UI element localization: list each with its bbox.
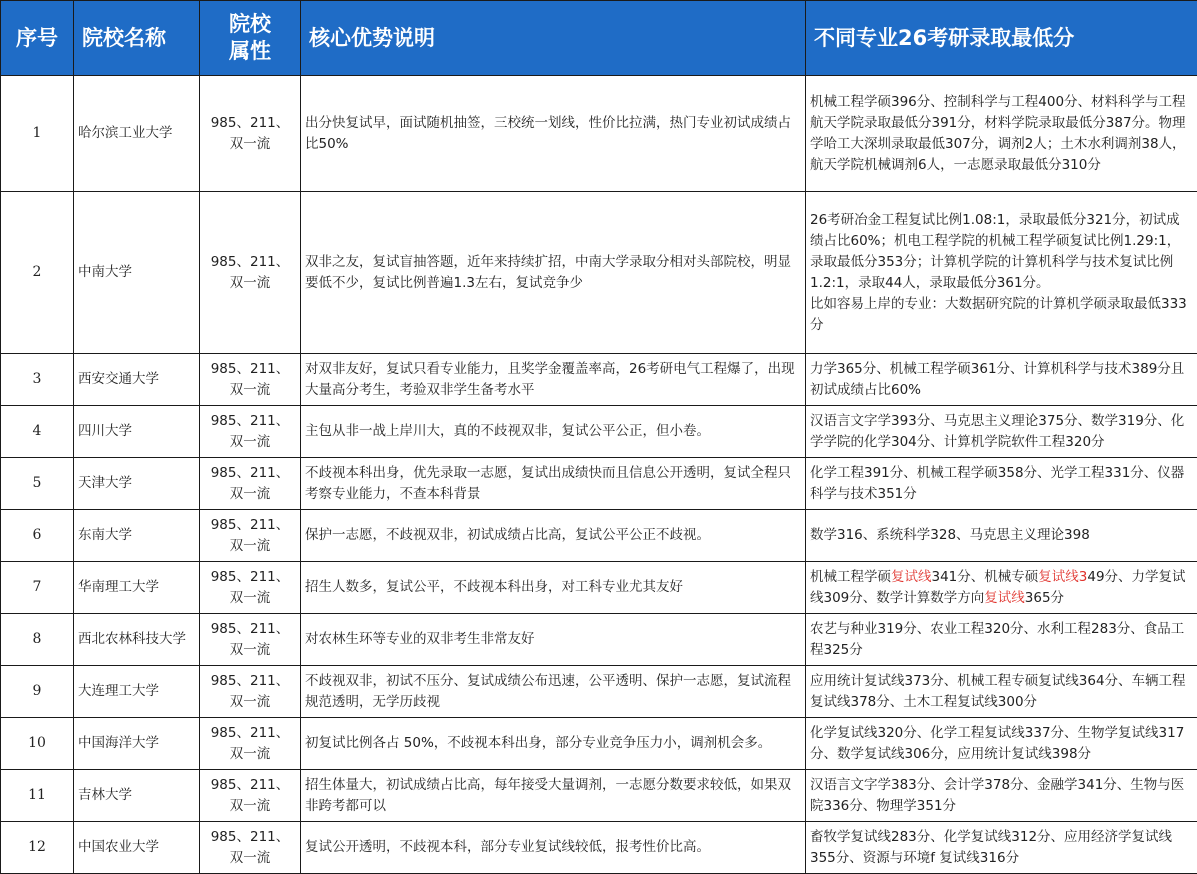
row-advantage: 不歧视本科出身，优先录取一志愿，复试出成绩快而且信息公开透明，复试全程只考察专业能力，不查本科背景 xyxy=(301,458,806,510)
header-attr-line1: 院校 xyxy=(202,11,298,38)
table-row xyxy=(1,718,1197,770)
row-num: 7 xyxy=(1,562,74,614)
row-num: 12 xyxy=(1,822,74,874)
row-school-name: 吉林大学 xyxy=(74,770,200,822)
row-score xyxy=(806,614,1197,666)
row-advantage: 对双非友好，复试只看专业能力，且奖学金覆盖率高，26考研电气工程爆了，出现大量高分考生，考验双非学生备考水平 xyxy=(301,354,806,406)
row-attr-line1: 985、211、 xyxy=(204,411,296,432)
row-school-name: 华南理工大学 xyxy=(74,562,200,614)
header-num: 序号 xyxy=(1,1,74,76)
row-attr-line1: 985、211、 xyxy=(204,723,296,744)
table-row xyxy=(1,458,1197,510)
row-attr-line1: 985、211、 xyxy=(204,252,296,273)
row-attr-line1: 985、211、 xyxy=(204,619,296,640)
row-score xyxy=(806,458,1197,510)
row-advantage: 不歧视双非，初试不压分、复试成绩公布迅速，公平透明、保护一志愿，复试流程规范透明，无学历歧视 xyxy=(301,666,806,718)
row-score xyxy=(806,354,1197,406)
score-highlight: 复试线 xyxy=(984,590,1025,606)
score-text: 农艺与种业319分、农业工程320分、水利工程283分、食品工程325分 xyxy=(810,621,1184,658)
row-attr-line2: 双一流 xyxy=(204,134,296,155)
row-school-attr xyxy=(200,562,301,614)
score-text: 应用统计复试线373分、机械工程专硕复试线364分、车辆工程复试线378分、土木工程复试线300分 xyxy=(810,673,1186,710)
row-attr-line2: 双一流 xyxy=(204,432,296,453)
row-school-attr xyxy=(200,354,301,406)
score-text: 化学工程391分、机械工程学硕358分、光学工程331分、仪器科学与技术351分 xyxy=(810,465,1184,502)
score-text: 365分 xyxy=(1025,590,1064,606)
row-school-name: 中南大学 xyxy=(74,192,200,354)
table-row xyxy=(1,192,1197,354)
row-advantage: 主包从非一战上岸川大，真的不歧视双非，复试公平公正，但小卷。 xyxy=(301,406,806,458)
row-score xyxy=(806,76,1197,192)
row-attr-line2: 双一流 xyxy=(204,848,296,869)
row-attr-line2: 双一流 xyxy=(204,588,296,609)
table-row xyxy=(1,614,1197,666)
row-score xyxy=(806,192,1197,354)
score-text: 数学316、系统科学328、马克思主义理论398 xyxy=(810,527,1090,543)
row-advantage: 对农林生环等专业的双非考生非常友好 xyxy=(301,614,806,666)
row-num: 9 xyxy=(1,666,74,718)
row-school-attr xyxy=(200,406,301,458)
row-score xyxy=(806,822,1197,874)
header-attr-line2: 属性 xyxy=(202,38,298,65)
row-num: 1 xyxy=(1,76,74,192)
row-attr-line2: 双一流 xyxy=(204,692,296,713)
row-score xyxy=(806,406,1197,458)
header-attr xyxy=(200,1,301,76)
row-score xyxy=(806,562,1197,614)
row-attr-line1: 985、211、 xyxy=(204,827,296,848)
row-num: 4 xyxy=(1,406,74,458)
table-row xyxy=(1,666,1197,718)
row-attr-line2: 双一流 xyxy=(204,640,296,661)
row-school-attr xyxy=(200,192,301,354)
row-advantage: 招生体量大，初试成绩占比高，每年接受大量调剂，一志愿分数要求较低，如果双非跨考都可以 xyxy=(301,770,806,822)
row-school-name: 中国海洋大学 xyxy=(74,718,200,770)
row-attr-line1: 985、211、 xyxy=(204,671,296,692)
row-num: 6 xyxy=(1,510,74,562)
row-school-attr xyxy=(200,770,301,822)
row-num: 10 xyxy=(1,718,74,770)
row-attr-line2: 双一流 xyxy=(204,744,296,765)
row-score xyxy=(806,718,1197,770)
row-school-name: 东南大学 xyxy=(74,510,200,562)
score-highlight: 复试线3 xyxy=(1038,569,1087,585)
score-text: 力学365分、机械工程学硕361分、计算机科学与技术389分且初试成绩占比60% xyxy=(810,361,1184,398)
row-advantage: 保护一志愿，不歧视双非，初试成绩占比高，复试公平公正不歧视。 xyxy=(301,510,806,562)
header-score: 不同专业26考研录取最低分 xyxy=(806,1,1197,76)
score-text: 汉语言文字学393分、马克思主义理论375分、数学319分、化学学院的化学304分、计算机学院软件工程320分 xyxy=(810,413,1184,450)
row-school-name: 天津大学 xyxy=(74,458,200,510)
row-score xyxy=(806,510,1197,562)
row-attr-line1: 985、211、 xyxy=(204,515,296,536)
header-name: 院校名称 xyxy=(74,1,200,76)
row-num: 11 xyxy=(1,770,74,822)
row-school-attr xyxy=(200,666,301,718)
score-text: 49分、力学复试线309分、数学计算数学方向 xyxy=(810,569,1186,606)
table-header-row xyxy=(1,1,1197,76)
row-school-attr xyxy=(200,458,301,510)
score-text: 341分、机械专硕 xyxy=(932,569,1039,585)
score-text: 机械工程学硕396分、控制科学与工程400分、材料科学与工程航天学院录取最低分391分，材料学院录取最低分387分。物理学哈工大深圳录取最低307分，调剂2人；土木水利调剂38人，航天学院机械调剂6人，一志愿录取最低分310分 xyxy=(810,94,1186,173)
row-school-attr xyxy=(200,510,301,562)
row-attr-line1: 985、211、 xyxy=(204,463,296,484)
row-score xyxy=(806,770,1197,822)
row-school-attr xyxy=(200,76,301,192)
row-school-name: 西安交通大学 xyxy=(74,354,200,406)
table-row xyxy=(1,406,1197,458)
row-attr-line1: 985、211、 xyxy=(204,359,296,380)
row-num: 8 xyxy=(1,614,74,666)
row-school-attr xyxy=(200,718,301,770)
row-advantage: 初复试比例各占 50%，不歧视本科出身，部分专业竞争压力小，调剂机会多。 xyxy=(301,718,806,770)
row-school-name: 西北农林科技大学 xyxy=(74,614,200,666)
row-num: 5 xyxy=(1,458,74,510)
table-row xyxy=(1,562,1197,614)
row-school-attr xyxy=(200,614,301,666)
row-attr-line2: 双一流 xyxy=(204,273,296,294)
row-attr-line2: 双一流 xyxy=(204,796,296,817)
row-attr-line1: 985、211、 xyxy=(204,775,296,796)
row-advantage: 出分快复试早，面试随机抽签，三校统一划线，性价比拉满，热门专业初试成绩占比50% xyxy=(301,76,806,192)
score-highlight: 复试线 xyxy=(891,569,932,585)
row-attr-line2: 双一流 xyxy=(204,380,296,401)
row-school-name: 大连理工大学 xyxy=(74,666,200,718)
table-row xyxy=(1,354,1197,406)
row-school-name: 哈尔滨工业大学 xyxy=(74,76,200,192)
header-advantage: 核心优势说明 xyxy=(301,1,806,76)
table-row xyxy=(1,76,1197,192)
row-attr-line1: 985、211、 xyxy=(204,567,296,588)
score-text: 26考研冶金工程复试比例1.08:1，录取最低分321分，初试成绩占比60%；机电工程学院的机械工程学硕复试比例1.29:1，录取最低分353分；计算机学院的计算机科学与技术复试比例1.2:1，录取44人，录取最低分361分。 xyxy=(810,212,1180,291)
table-body xyxy=(1,76,1197,874)
score-text: 化学复试线320分、化学工程复试线337分、生物学复试线317分、数学复试线306分，应用统计复试线398分 xyxy=(810,725,1184,762)
score-text: 汉语言文字学383分、会计学378分、金融学341分、生物与医院336分、物理学351分 xyxy=(810,777,1184,814)
score-text: 畜牧学复试线283分、化学复试线312分、应用经济学复试线355分、资源与环境f 复试线316分 xyxy=(810,829,1172,866)
row-attr-line1: 985、211、 xyxy=(204,113,296,134)
row-advantage: 双非之友，复试盲抽答题，近年来持续扩招，中南大学录取分相对头部院校，明显要低不少，复试比例普遍1.3左右，复试竞争少 xyxy=(301,192,806,354)
row-attr-line2: 双一流 xyxy=(204,536,296,557)
score-extra: 比如容易上岸的专业：大数据研究院的计算机学硕录取最低333分 xyxy=(810,294,1193,336)
row-num: 3 xyxy=(1,354,74,406)
row-attr-line2: 双一流 xyxy=(204,484,296,505)
row-num: 2 xyxy=(1,192,74,354)
row-school-name: 中国农业大学 xyxy=(74,822,200,874)
row-advantage: 招生人数多，复试公平，不歧视本科出身，对工科专业尤其友好 xyxy=(301,562,806,614)
row-score xyxy=(806,666,1197,718)
table-row xyxy=(1,770,1197,822)
row-school-attr xyxy=(200,822,301,874)
row-advantage: 复试公开透明，不歧视本科，部分专业复试线较低，报考性价比高。 xyxy=(301,822,806,874)
score-text: 机械工程学硕 xyxy=(810,569,891,585)
table-row xyxy=(1,510,1197,562)
row-school-name: 四川大学 xyxy=(74,406,200,458)
table-row xyxy=(1,822,1197,874)
